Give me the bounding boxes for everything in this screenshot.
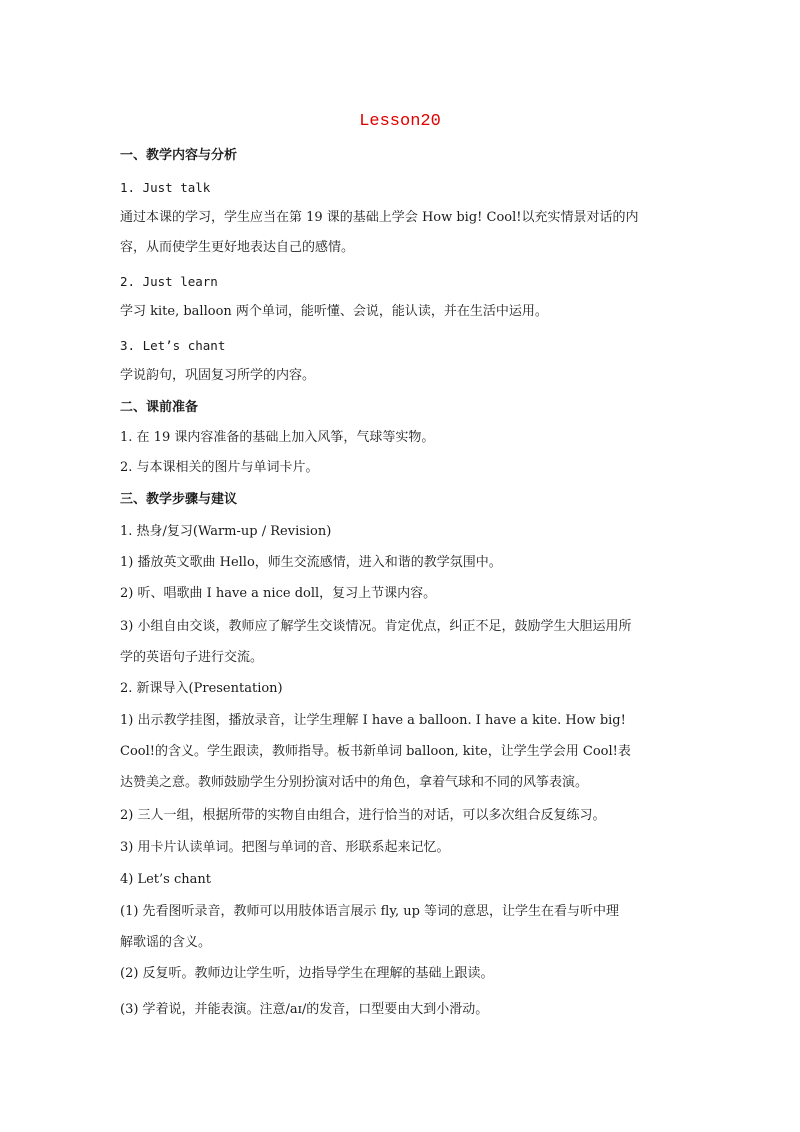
step-warm-up: 1. 热身/复习(Warm-up / Revision): [120, 524, 332, 539]
section-heading-teaching-steps: 三、教学步骤与建议: [120, 492, 238, 507]
list-item: (1) 先看图听录音，教师可以用肢体语言展示 fly, up 等词的意思，让学生在看与听中理: [120, 904, 620, 919]
item-just-talk: 1. Just talk: [120, 180, 211, 195]
list-item: 2. 与本课相关的图片与单词卡片。: [120, 460, 319, 475]
paragraph-line: 容，从而使学生更好地表达自己的感情。: [120, 240, 355, 255]
step-presentation: 2. 新课导入(Presentation): [120, 681, 283, 696]
section-heading-preparation: 二、课前准备: [120, 400, 199, 415]
paragraph-line: 学的英语句子进行交流。: [120, 650, 264, 665]
list-item: 3) 用卡片认读单词。把图与单词的音、形联系起来记忆。: [120, 840, 450, 855]
list-item: 2) 三人一组，根据所带的实物自由组合，进行恰当的对话，可以多次组合反复练习。: [120, 808, 606, 823]
list-item: 3) 小组自由交谈，教师应了解学生交谈情况。肯定优点，纠正不足，鼓励学生大胆运用所: [120, 619, 632, 634]
list-item: (2) 反复听。教师边让学生听，边指导学生在理解的基础上跟读。: [120, 966, 494, 981]
list-item: 4) Let’s chant: [120, 872, 211, 887]
paragraph-line: 通过本课的学习，学生应当在第 19 课的基础上学会 How big! Cool!以充实情景对话的内: [120, 210, 639, 225]
paragraph-line: 解歌谣的含义。: [120, 935, 212, 950]
item-lets-chant: 3. Let’s chant: [120, 338, 226, 353]
paragraph-line: 学说韵句，巩固复习所学的内容。: [120, 368, 316, 383]
paragraph-line: 学习 kite, balloon 两个单词，能听懂、会说，能认读，并在生活中运用。: [120, 304, 548, 319]
document-title: Lesson20: [359, 112, 441, 131]
list-item: 1. 在 19 课内容准备的基础上加入风筝，气球等实物。: [120, 430, 435, 445]
list-item: 1) 播放英文歌曲 Hello，师生交流感情，进入和谐的教学氛围中。: [120, 555, 502, 570]
list-item: (3) 学着说，并能表演。注意/aɪ/的发音，口型要由大到小滑动。: [120, 1002, 489, 1017]
paragraph-line: 达赞美之意。教师鼓励学生分别扮演对话中的角色，拿着气球和不同的风筝表演。: [120, 775, 589, 790]
section-heading-content-analysis: 一、教学内容与分析: [120, 148, 238, 163]
list-item: 1) 出示教学挂图，播放录音，让学生理解 I have a balloon. I have a kite. How big!: [120, 713, 626, 728]
paragraph-line: Cool!的含义。学生跟读，教师指导。板书新单词 balloon, kite，让学生学会用 Cool!表: [120, 744, 631, 759]
item-just-learn: 2. Just learn: [120, 274, 218, 289]
list-item: 2) 听、唱歌曲 I have a nice doll，复习上节课内容。: [120, 586, 437, 601]
